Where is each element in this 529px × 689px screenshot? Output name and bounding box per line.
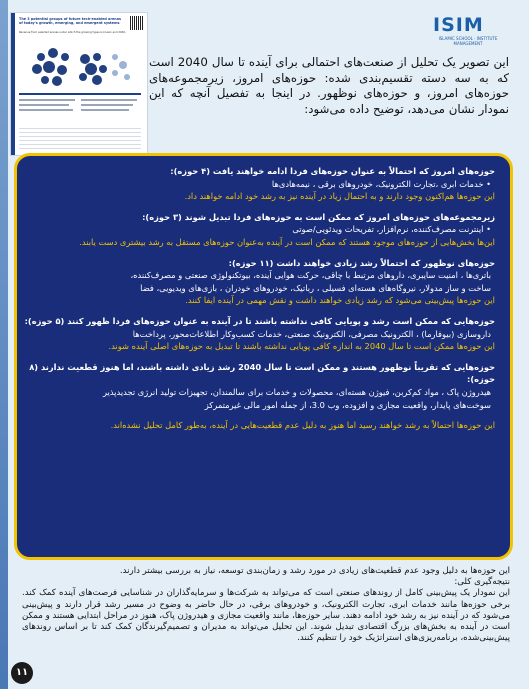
conclusion xyxy=(22,566,510,644)
conclusion-heading: نتیجه‌گیری کلی: xyxy=(454,577,510,588)
report-thumbnail xyxy=(10,12,148,156)
section-3-items-1: باتری‌ها ، امنیت سایبری، داروهای مرتبط با چاقی، حرکت هوایی آینده، بیوتکنولوژی صنعتی و مصرف‌کننده، xyxy=(130,270,491,281)
section-2-items: • اینترنت مصرف‌کننده، نرم‌افزار، تفریحات ویدئویی/صوتی xyxy=(292,224,491,235)
section-5-heading: حوزه‌هایی که تقریباً نوظهور هستند و ممکن است تا سال 2040 رشد زیادی داشته باشند، اما هنوز قطعیت ندارند (۸ حوزه): xyxy=(29,361,495,385)
section-3-heading: حوزه‌های نوظهور که احتمالاً رشد زیادی خواهند داشت (۱۱ حوزه): xyxy=(228,257,495,268)
conclusion-line-1: این حوزه‌ها به دلیل وجود عدم قطعیت‌های زیادی در مورد رشد و زمان‌بندی توسعه، نیاز به بررسی بیشتر دارند. xyxy=(119,566,510,576)
section-4-note: این حوزه‌ها ممکن است تا سال 2040 به اندازه کافی پویایی نداشته باشند تا تبدیل به حوزه‌های اصلی آینده شوند. xyxy=(108,341,495,352)
page-number: ۱۱ xyxy=(11,662,33,684)
thumbnail-body: Revenue from selected arenas under which the growing types is known and 2040- xyxy=(19,31,126,34)
section-2-note: این‌ها بخش‌هایی از حوزه‌های موجود هستند که ممکن است در آینده به‌عنوان حوزه‌های مستقل به رشد بیشتری دست یابند. xyxy=(79,236,495,247)
logo-subtitle: ISLAMIC SCHOOL · INSTITUTE MANAGEMENT xyxy=(438,36,498,46)
section-3-note: این حوزه‌ها پیش‌بینی می‌شود که رشد زیادی خواهند داشت و نقش مهمی در آینده ایفا کنند. xyxy=(185,295,495,306)
isim-logo xyxy=(433,14,503,56)
section-1-note: این حوزه‌ها هم‌اکنون وجود دارند و به احتمال زیاد در آینده نیز به رشد خود ادامه خواهند داد. xyxy=(184,191,495,202)
section-5-items-2: سوخت‌های پایدار، واقعیت مجازی و افزوده، وب 3.0، از جمله امور مالی غیرمتمرکز xyxy=(204,399,491,410)
section-1-heading: حوزه‌های امروز که احتمالاً به عنوان حوزه‌های فردا ادامه خواهند یافت (۴ حوزه): xyxy=(170,166,495,176)
section-5-note: این حوزه‌ها احتمالاً به رشد خواهند رسید اما هنوز به دلیل عدم قطعیت‌هایی در آینده، به‌طور کامل تحلیل نشده‌اند. xyxy=(110,420,495,431)
section-2-heading: زیرمجموعه‌های حوزه‌های امروز که ممکن است به حوزه‌های فردا تبدیل شوند (۳ حوزه): xyxy=(142,211,495,222)
section-5-items-1: هیدروژن پاک ، مواد کم‌کربن، فیوژن هسته‌ای، محصولات و خدمات برای سالمندان، تجهیزات تولید انرژی تجدیدپذیر xyxy=(102,386,491,397)
section-3-items-2: ساخت و ساز مدولار، نیروگاه‌های هسته‌ای فسیلی ، رباتیک، خودروهای خودران ، بازی‌های ویدیویی، فضا xyxy=(140,282,491,293)
thumbnail-title: The 3 potential groups of future tech-enabled arenas of today's growth, emerging, and emergent systems xyxy=(19,17,122,25)
highlight-box-content xyxy=(22,165,495,432)
section-4-items: داروسازی (بیوفارما) ، الکترونیک مصرفی، الکترونیک صنعتی، خدمات کسب‌وکار اطلاعات‌محور، پرداخت‌ها xyxy=(132,328,491,339)
conclusion-paragraph: این نمودار یک پیش‌بینی کامل از روندهای صنعتی است که می‌تواند به شرکت‌ها و سرمایه‌گذاران در شناسایی فرصت‌های آینده کمک کند. برخی حوزه‌ها مانند خدمات ابری، تجارت الکترونیک، و خودروهای برقی، در حال حاضر به وضوح در مسیر رشد قرار دارند و پیش‌بینی می‌شود که در آینده نیز به رشد خود ادامه دهند. سایر حوزه‌ها، مانند واقعیت مجازی و هیدروژن پاک، هنوز در مراحل ابتدایی هستند و ممکن است در آینده به بخش‌های بزرگ اقتصادی تبدیل شوند. این تحلیل می‌تواند به مدیران و تصمیم‌گیرندگان کمک کند تا بر اساس روندهای پیش‌بینی‌شده، برنامه‌ریزی‌های استراتژیک خود را تنظیم کنند. xyxy=(22,588,510,644)
left-border xyxy=(0,0,8,689)
intro-paragraph: این تصویر یک تحلیل از صنعت‌های احتمالی برای آینده تا سال 2040 است که به سه دسته تقسیم‌بندی شده: حوزه‌های امروز، زیرمجموعه‌های حوزه‌های امروز، و حوزه‌های نوظهور. در اینجا به تفصیل آنچه که این نمودار نشان می‌دهد، توضیح داده می‌شود: xyxy=(149,55,509,116)
thumbnail-footer xyxy=(19,125,141,149)
section-1-items: • خدمات ابری ،تجارت الکترونیک، خودروهای برقی ، نیمه‌هادی‌ها xyxy=(271,178,491,189)
logo-word: ISIM xyxy=(433,14,484,36)
section-4-heading: حوزه‌هایی که ممکن است رشد و پویایی کافی نداشته باشند تا در آینده به عنوان حوزه‌های فردا ظهور کنند (۵ حوزه): xyxy=(24,315,495,326)
